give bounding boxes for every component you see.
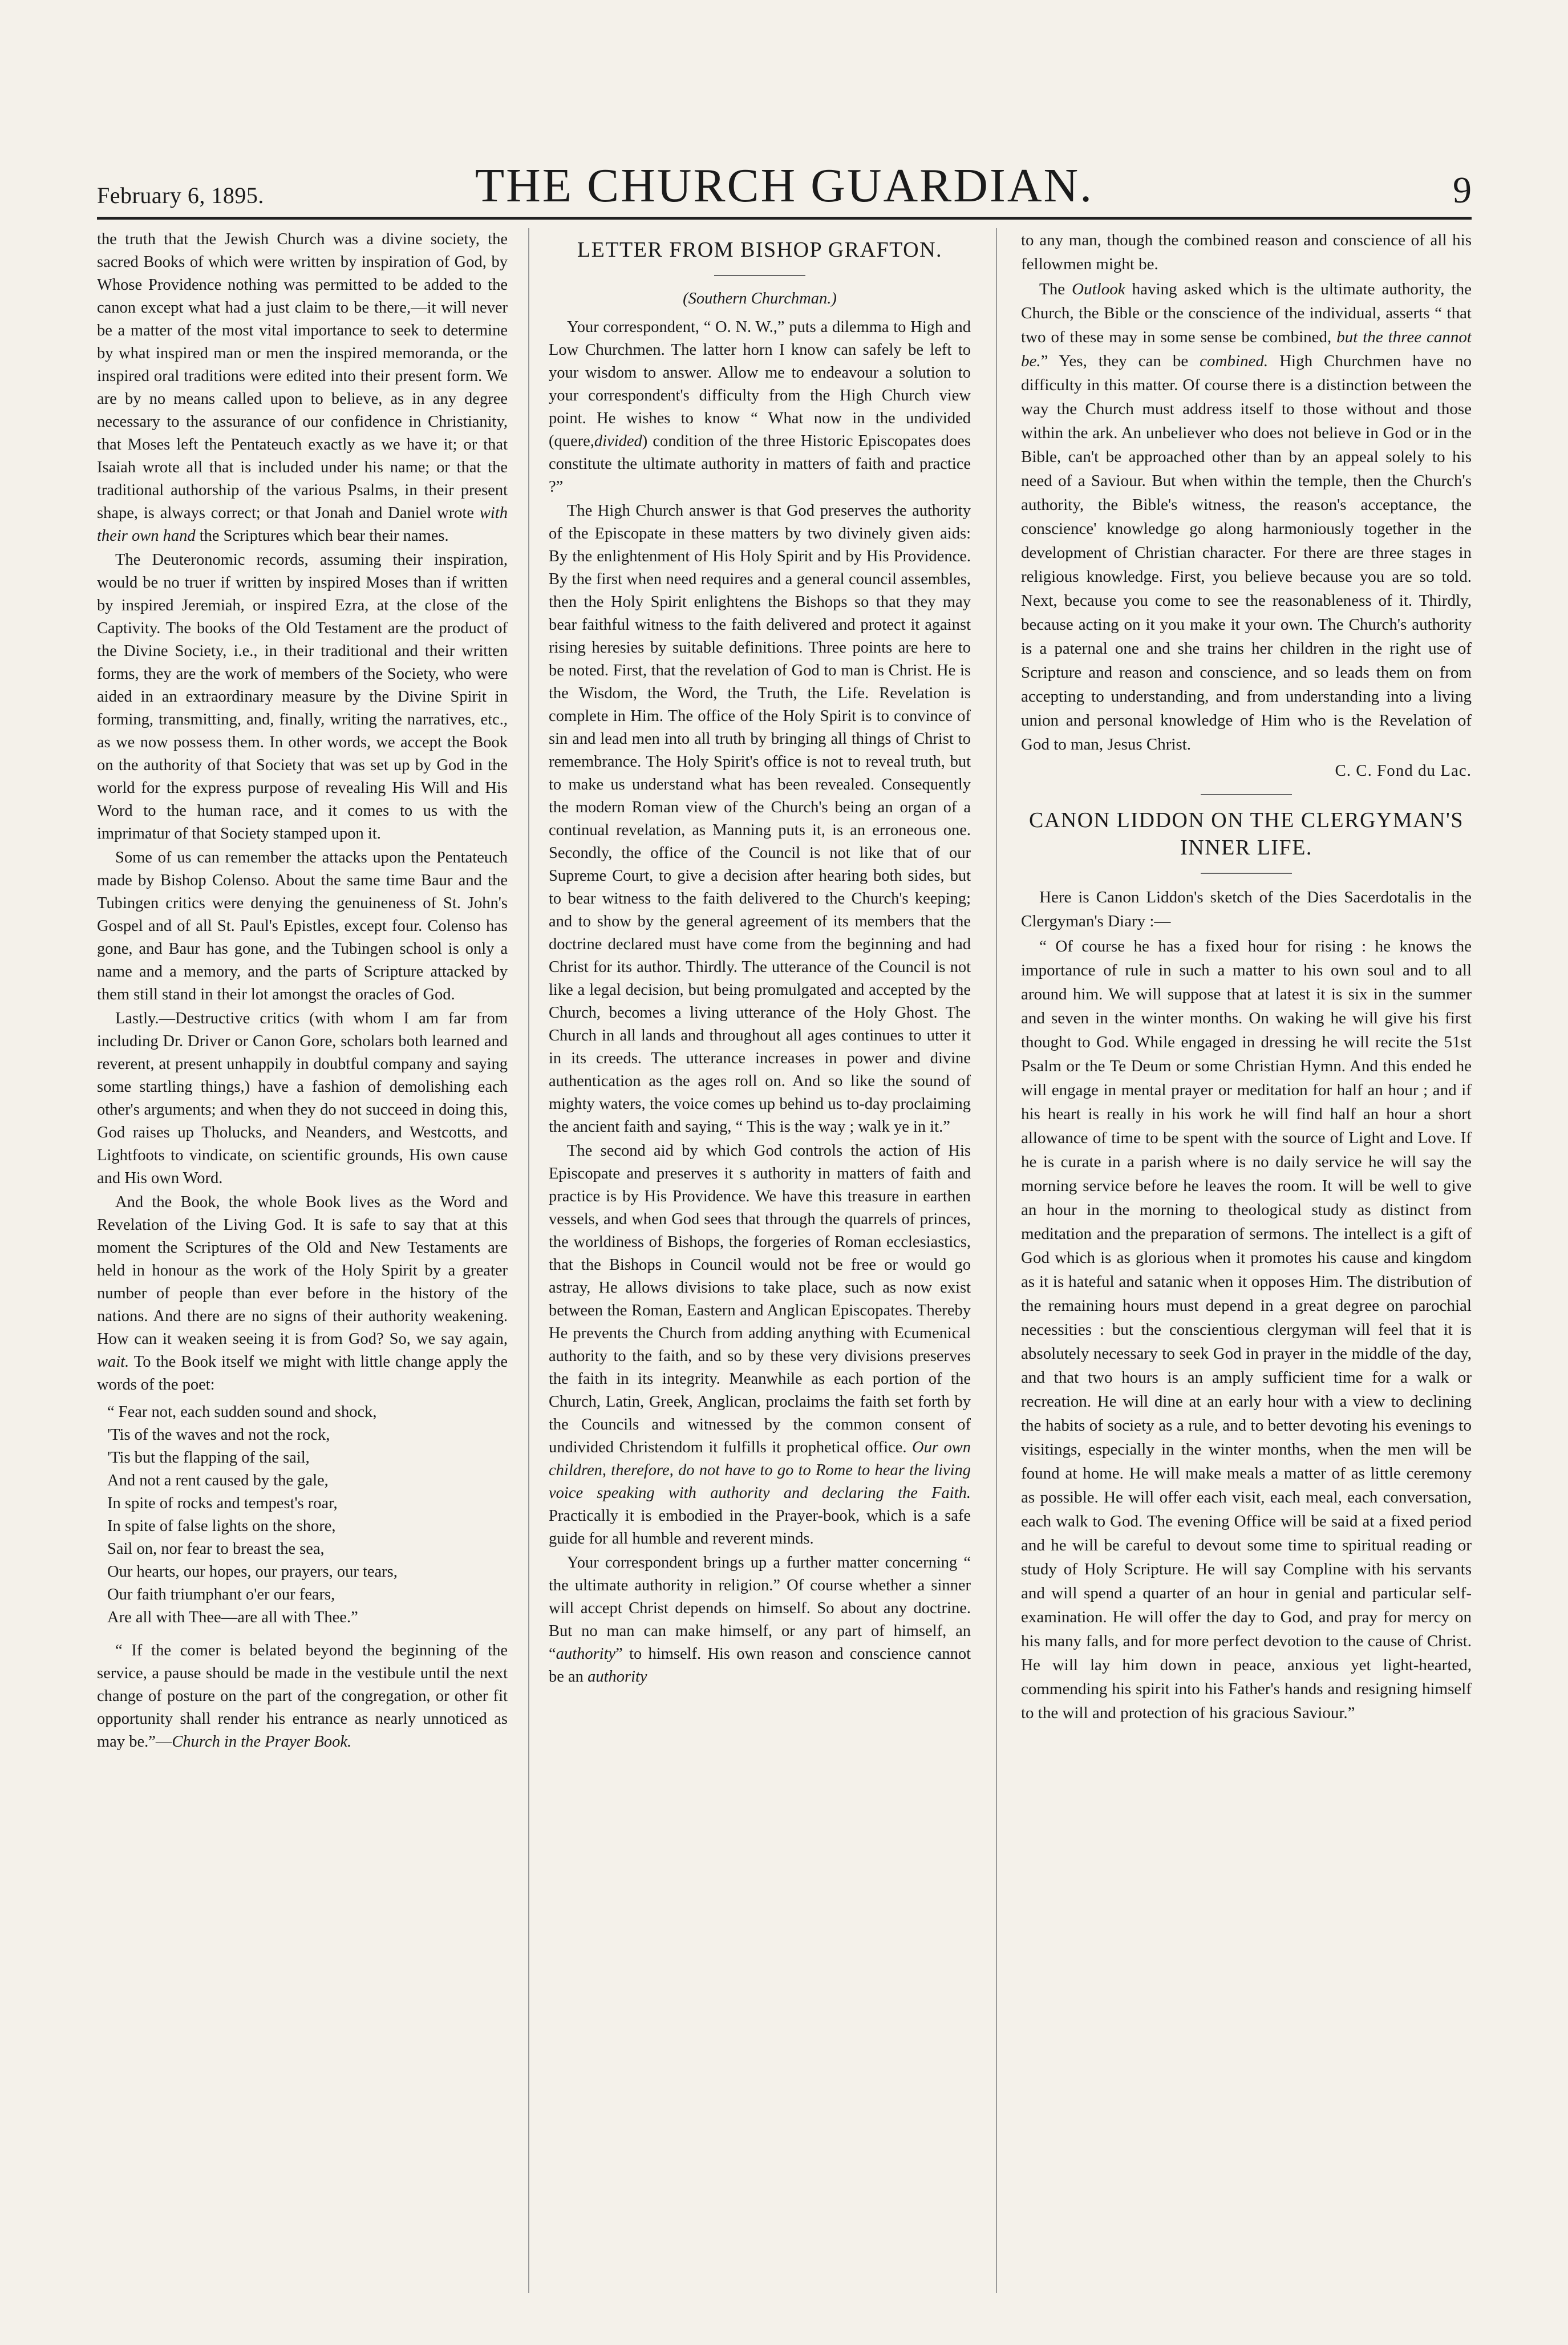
column-divider xyxy=(528,228,529,2293)
paragraph: Your correspondent, “ O. N. W.,” puts a dilemma to High and Low Churchmen. The latter horn I know can safely be left to your wisdom to answer. Allow me to endeavour a solution to your correspondent's difficulty from the High Church view point. He wishes to know “ What now in the undivided (quere,divided) condition of the three Historic Episcopates does constitute the ultimate authority in matters of faith and practice ?” xyxy=(549,318,971,496)
poem-line: Are all with Thee—are all with Thee.” xyxy=(107,1609,358,1626)
paragraph: Lastly.—Destructive critics (with whom I am far from including Dr. Driver or Canon Gore, scholars both learned and reverent, at present unhappily in doubtful company and saying some startling things,) have a fashion of demolishing each other's arguments; and when they do not succeed in doing this, God raises up Tholucks, and Neanders, and Westcotts, and Lightfoots to vindicate, on scientific grounds, His own cause and His own Word. xyxy=(97,1010,508,1187)
poem-line: “ Fear not, each sudden sound and shock, xyxy=(107,1403,377,1421)
paragraph: to any man, though the combined reason and conscience of all his fellowmen might be. xyxy=(1021,231,1472,273)
poem-line: Sail on, nor fear to breast the sea, xyxy=(107,1540,325,1558)
masthead xyxy=(97,154,1472,220)
newspaper-title: THE CHURCH GUARDIAN. xyxy=(475,159,1094,212)
paragraph: Here is Canon Liddon's sketch of the Dies Sacerdotalis in the Clergyman's Diary :— xyxy=(1021,888,1472,930)
paragraph: The Deuteronomic records, assuming their inspiration, would be no truer if written by inspired Moses than if written by inspired Jeremiah, or inspired Ezra, at the close of the Captivity. The books of the Old Testament are the product of the Divine Society, i.e., in their traditional and their written forms, they are the work of members of the Society, who were aided in an extraordinary measure by the Divine Spirit in forming, transmitting, and, finally, writing the narratives, etc., as we now possess them. In other words, we accept the Book on the authority of that Society that was set up by God in the world for the express purpose of revealing His Will and His Word to the human race, and it comes to us with the imprimatur of that Society stamped upon it. xyxy=(97,551,508,843)
poem xyxy=(97,1401,508,1629)
divider xyxy=(1201,794,1292,795)
column-divider xyxy=(996,228,997,2293)
poem-line: In spite of false lights on the shore, xyxy=(107,1517,336,1535)
divider xyxy=(1201,873,1292,874)
poem-line: 'Tis but the flapping of the sail, xyxy=(107,1449,310,1467)
paragraph: The Outlook having asked which is the ultimate authority, the Church, the Bible or the conscience of the individual, asserts “ that two of these may in some sense be combined, but the three cannot be.” Yes, they can be combined. High Churchmen have no difficulty in this matter. Of course there is a distinction between the way the Church must address itself to those without and those within the ark. An unbeliever who does not believe in God or in the Bible, can't be approached other than by an appeal solely to his need of a Saviour. But when within the temple, then the Church's authority, the Bible's witness, the reason's acceptance, the conscience' knowledge go along harmoniously together in the development of Christian character. For there are three stages in religious knowledge. First, you believe because you are so told. Next, because you come to see the reasonableness of it. Thirdly, because acting on it you make it your own. The Church's authority is a paternal one and she trains her children in the right use of Scripture and reason and conscience, and so leads them on from accepting to understanding, and from understanding into a living union and personal knowledge of Him who is the Revelation of God to man, Jesus Christ. xyxy=(1021,280,1472,754)
paragraph: Your correspondent brings up a further matter concerning “ the ultimate authority in religion.” Of course whether a sinner will accept Christ depends on himself. So about any doctrine. But no man can make himself, or any part of himself, an “authority” to himself. His own reason and conscience cannot be an authority xyxy=(549,1554,971,1686)
poem-line: Our hearts, our hopes, our prayers, our tears, xyxy=(107,1563,398,1581)
issue-date: February 6, 1895. xyxy=(97,183,264,208)
article-source: (Southern Churchman.) xyxy=(683,290,837,307)
page-number: 9 xyxy=(1453,169,1472,211)
paragraph: The second aid by which God controls the action of His Episcopate and preserves it s authority in matters of faith and practice is by His Providence. We have this treasure in earthen vessels, and when God sees that through the quarrels of princes, the worldiness of Bishops, the forgeries of Roman ecclesiastics, that the Bishops in Council would not be free or would go astray, He allows divisions to take place, such as now exist between the Roman, Eastern and Anglican Episcopates. Thereby He prevents the Church from adding anything with Ecumenical authority to the faith, and so by these very divisions preserves the faith in its integrity. Meanwhile as each portion of the Church, Latin, Greek, Anglican, proclaims the faith set forth by the Councils and witnessed by the common consent of undivided Christendom it fulfills it prophetical office. Our own children, therefore, do not have to go to Rome to hear the living voice speaking with authority and declaring the Faith. Practically it is embodied in the Prayer-book, which is a safe guide for all humble and reverent minds. xyxy=(549,1142,971,1548)
poem-line: In spite of rocks and tempest's roar, xyxy=(107,1495,338,1512)
article-heading: CANON LIDDON ON THE CLERGYMAN'S INNER LIFE. xyxy=(1029,808,1464,860)
poem-line: Our faith triumphant o'er our fears, xyxy=(107,1586,335,1603)
quotation: “ If the comer is belated beyond the beginning of the service, a pause should be made in the vestibule until the next change of posture on the part of the congregation, or other fit opportunity shall render his entrance as nearly unnoticed as may be.”—Church in the Prayer Book. xyxy=(97,1642,508,1751)
paragraph: the truth that the Jewish Church was a divine society, the sacred Books of which were written by inspiration of God, by Whose Providence nothing was permitted to be added to the canon except what had a just claim to be there,—it will never be a matter of the most vital importance to seek to determine by what inspired man or men the inspired memoranda, or the inspired oral traditions were edited into their present form. We are by no means called upon to believe, as in any degree necessary to the assurance of our confidence in Christianity, that Moses left the Pentateuch exactly as we have it; or that Isaiah wrote all that is included under his name; or that the traditional authorship of the various Psalms, in their present shape, is always correct; or that Jonah and Daniel wrote with their own hand the Scriptures which bear their names. xyxy=(97,230,508,545)
article-heading: LETTER FROM BISHOP GRAFTON. xyxy=(577,238,943,262)
signature: C. C. Fond du Lac. xyxy=(1335,762,1472,780)
paragraph: Some of us can remember the attacks upon the Pentateuch made by Bishop Colenso. About the same time Baur and the Tubingen critics were denying the genuineness of St. John's Gospel and of all St. Paul's Epistles, except four. Colenso has gone, and Baur has gone, and the Tubingen school is only a name and a memory, and the parts of Scripture attacked by them still stand in their lot amongst the oracles of God. xyxy=(97,849,508,1003)
paragraph: And the Book, the whole Book lives as the Word and Revelation of the Living God. It is safe to say that at this moment the Scriptures of the Old and New Testaments are held in honour as the work of the Holy Spirit by a greater number of people than ever before in the history of the nations. And there are no signs of their authority weakening. How can it weaken seeing it is from God? So, we say again, wait. To the Book itself we might with little change apply the words of the poet: xyxy=(97,1193,508,1394)
column-middle xyxy=(549,228,971,2293)
paragraph: The High Church answer is that God preserves the authority of the Episcopate in these matters by two divinely given aids: By the enlightenment of His Holy Spirit and by His Providence. By the first when need requires and a general council assembles, then the Holy Spirit enlightens the Bishops so that they may bear faithful witness to the faith delivered and protect it against rising heresies by suitable definitions. Three points are here to be noted. First, that the revelation of God to man is Christ. He is the Wisdom, the Word, the Truth, the Life. Revelation is complete in Him. The office of the Holy Spirit is to convince of sin and lead men into all truth by bringing all things of Christ to remembrance. The Holy Spirit's office is not to reveal truth, but to make us understand what has been revealed. Consequently the modern Roman view of the Church's being an organ of a continual revelation, as Manning puts it, is an erroneous one. Secondly, the office of the Council is not like that of our Supreme Court, to give a decision after hearing both sides, but to bear witness to the faith delivered to the Church's keeping; and to show by the general agreement of its members that the doctrine declared must have come from the beginning and had Christ for its author. Thirdly. The utterance of the Council is not like a legal decision, but being promulgated and accepted by the Church, becomes a living utterance of the Holy Ghost. The Church in all lands and throughout all ages continues to utter it in its creeds. The utterance increases in power and divine authentication as the ages roll on. And so like the sound of mighty waters, the voice comes up behind us to-day proclaiming the ancient faith and saying, “ This is the way ; walk ye in it.” xyxy=(549,502,971,1136)
poem-line: 'Tis of the waves and not the rock, xyxy=(107,1426,330,1444)
divider xyxy=(714,275,805,276)
column-right xyxy=(1021,228,1472,2293)
column-left xyxy=(97,228,508,2293)
poem-line: And not a rent caused by the gale, xyxy=(107,1472,329,1489)
paragraph: “ Of course he has a fixed hour for rising : he knows the importance of rule in such a matter to his own soul and to all around him. We will suppose that at latest it is six in the summer and seven in the winter months. On waking he will give his first thought to God. While engaged in dressing he will recite the 51st Psalm or the Te Deum or some Christian Hymn. And this ended he will engage in mental prayer or meditation for half an hour ; and if his heart is really in his work he will find half an hour a short allowance of time to be spent with the source of Light and Love. If he is curate in a parish where is no daily service he will say the morning service before he leaves the room. It will be well to give an hour in the morning to theological study as distinct from meditation and the preparation of sermons. The intellect is a gift of God which is as glorious when it promotes his cause and kingdom as it is hateful and satanic when it opposes Him. The distribution of the remaining hours must depend in a great degree on parochial necessities : but the conscientious clergyman will feel that it is absolutely necessary to seek God in prayer in the middle of the day, and that two hours is an amply sufficient time for a walk or recreation. He will dine at an early hour with a view to declining the habits of society as a rule, and to better devoting his evenings to visitings, especially in the winter months, when the men will be found at home. He will make meals a matter of as little ceremony as possible. He will offer each visit, each meal, each conversation, each walk to God. The evening Office will be said at a fixed period and he will be careful to devout some time to spiritual reading or study of Holy Scripture. He will say Compline with his servants and will spend a quarter of an hour in genial and particular self-examination. He will offer the day to God, and pray for mercy on his many falls, and for more perfect devotion to the cause of Christ. He will lay him down in peace, anxious yet light-hearted, commending his spirit into his Father's hands and resigning himself to the will and protection of his gracious Saviour.” xyxy=(1021,937,1472,1722)
